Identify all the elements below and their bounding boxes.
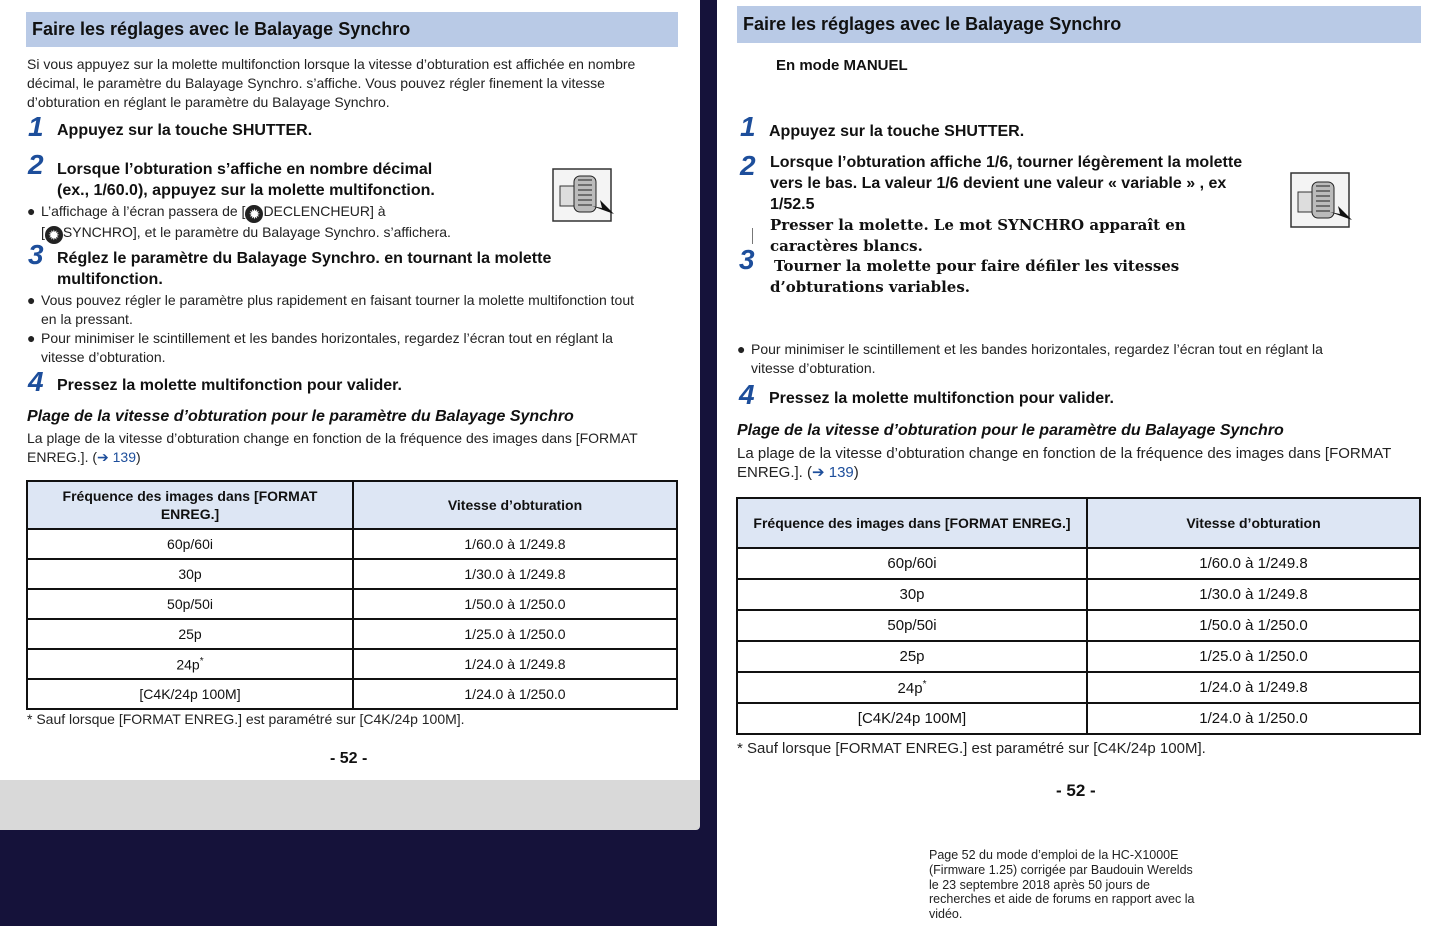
table-row [737, 579, 1420, 610]
range-line: ENREG.]. ( [27, 449, 98, 465]
table-cell: 1/24.0 à 1/249.8 [353, 649, 677, 679]
table-cell: 1/25.0 à 1/250.0 [1087, 641, 1420, 672]
page-number: - 52 - [1056, 781, 1096, 800]
bullet-text: en la pressant. [41, 311, 133, 327]
table-header-row [737, 498, 1420, 548]
step-number: 4 [739, 379, 755, 410]
section-title: Faire les réglages avec le Balayage Synchro [737, 6, 1421, 43]
bullet-text: vitesse d’obturation. [41, 349, 166, 365]
step-text [770, 256, 1290, 298]
step-text [770, 152, 1290, 215]
bullet-item: ● Vous pouvez régler le paramètre plus rapidement en faisant tourner la molette multifonction tout en la pressant. [27, 292, 634, 327]
table-row [27, 589, 677, 619]
intro-paragraph [27, 55, 687, 112]
mode-label: En mode MANUEL [776, 57, 908, 74]
page-gap [0, 780, 700, 830]
footnote: * Sauf lorsque [FORMAT ENREG.] est paramétré sur [C4K/24p 100M]. [27, 711, 465, 727]
table-cell: 60p/60i [737, 548, 1087, 579]
table-row [737, 672, 1420, 703]
step-line: d’obturations variables. [770, 278, 971, 296]
step-text: Pressez la molette multifonction pour valider. [769, 390, 1114, 407]
step-line: vers le bas. La valeur 1/6 devient une valeur « variable » , ex [770, 175, 1227, 192]
step-text: Pressez la molette multifonction pour valider. [57, 377, 402, 394]
bullet-item: ● L’affichage à l’écran passera de [ ✹ DECLENCHEUR] à [ ✹ SYNCHRO], et le paramètre du Balayage Synchro. s’affichera. [27, 203, 451, 243]
table-cell: 30p [737, 579, 1087, 610]
footnote: * Sauf lorsque [FORMAT ENREG.] est paramétré sur [C4K/24p 100M]. [737, 740, 1206, 757]
bullet-text: Pour minimiser le scintillement et les bandes horizontales, regardez l’écran tout en réglant la [41, 330, 613, 346]
column-header: Vitesse d’obturation [1087, 498, 1420, 548]
page-link[interactable]: ➔ 139 [97, 449, 136, 465]
intro-line: Si vous appuyez sur la molette multifonction lorsque la vitesse d’obturation est affichée en nombre [27, 56, 636, 72]
step-line: Presser la molette. Le mot SYNCHRO apparaît en [770, 216, 1186, 234]
shutter-speed-table [736, 497, 1421, 735]
bullet-item: ● Pour minimiser le scintillement et les bandes horizontales, regardez l’écran tout en réglant la vitesse d’obturation. [737, 341, 1323, 376]
range-line: La plage de la vitesse d’obturation change en fonction de la fréquence des images dans [FORMAT [27, 430, 638, 446]
correction-note [929, 848, 1194, 922]
shutter-speed-table [26, 480, 678, 710]
table-cell: 1/24.0 à 1/250.0 [1087, 703, 1420, 734]
step-number: 1 [28, 111, 44, 142]
table-cell: 1/30.0 à 1/249.8 [353, 559, 677, 589]
gear-icon: ✹ [245, 205, 263, 223]
table-row [27, 679, 677, 709]
step-text [57, 248, 551, 290]
intro-line: décimal, le paramètre du Balayage Synchro. s’affiche. Vous pouvez régler finement la vitesse [27, 75, 605, 91]
step-text: Appuyez sur la touche SHUTTER. [57, 122, 313, 139]
note-line: vidéo. [929, 907, 963, 922]
gear-icon: ✹ [45, 226, 63, 244]
step-text: Appuyez sur la touche SHUTTER. [769, 123, 1025, 140]
right-document-page [717, 0, 1434, 926]
step-number: 1 [740, 111, 756, 142]
table-cell: 1/25.0 à 1/250.0 [353, 619, 677, 649]
step-number: 4 [28, 366, 44, 397]
table-row [737, 703, 1420, 734]
step-number: 3 [739, 244, 755, 275]
step-number: 2 [28, 149, 44, 180]
table-cell: 50p/50i [737, 610, 1087, 641]
step-line: Lorsque l’obturation affiche 1/6, tourner légèrement la molette [770, 154, 1243, 171]
step-line: Tourner la molette pour faire défiler les vitesses [774, 257, 1180, 275]
table-cell: 1/60.0 à 1/249.8 [353, 529, 677, 559]
note-line: recherches et aide de forums en rapport avec la [929, 892, 1195, 907]
table-cell: 1/24.0 à 1/250.0 [353, 679, 677, 709]
bullet-text: Vous pouvez régler le paramètre plus rapidement en faisant tourner la molette multifonction tout [41, 292, 634, 308]
note-line: le 23 septembre 2018 après 50 jours de [929, 877, 1150, 892]
subheading: Plage de la vitesse d’obturation pour le paramètre du Balayage Synchro [737, 422, 1284, 439]
table-cell: 25p [27, 619, 353, 649]
column-header: Fréquence des images dans [FORMAT ENREG.] [737, 498, 1087, 548]
range-paragraph [27, 429, 687, 467]
table-cell: 24p* [737, 672, 1087, 703]
multifunction-dial-icon [552, 168, 616, 224]
step-text [770, 215, 1290, 257]
subheading: Plage de la vitesse d’obturation pour le paramètre du Balayage Synchro [27, 408, 574, 425]
table-cell: 1/50.0 à 1/250.0 [353, 589, 677, 619]
note-line: (Firmware 1.25) corrigée par Baudouin Werelds [929, 862, 1193, 877]
range-line: ) [136, 449, 141, 465]
table-cell: 1/30.0 à 1/249.8 [1087, 579, 1420, 610]
table-row [27, 559, 677, 589]
bullet-text: vitesse d’obturation. [751, 360, 876, 376]
table-cell: 60p/60i [27, 529, 353, 559]
table-cell: 1/60.0 à 1/249.8 [1087, 548, 1420, 579]
column-header: Fréquence des images dans [FORMAT ENREG.] [27, 481, 353, 529]
table-cell: 24p* [27, 649, 353, 679]
page-number: - 52 - [330, 750, 368, 767]
multifunction-dial-icon [1290, 172, 1354, 228]
bullet-text: [ [41, 224, 45, 240]
step-line: 1/52.5 [770, 196, 815, 213]
table-row [27, 649, 677, 679]
table-header-row [27, 481, 677, 529]
page-link[interactable]: ➔ 139 [812, 464, 854, 481]
range-paragraph [737, 444, 1427, 482]
bullet-text: Pour minimiser le scintillement et les bandes horizontales, regardez l’écran tout en réglant la [751, 341, 1323, 357]
range-line: ENREG.]. ( [737, 464, 813, 481]
margin-mark [752, 228, 753, 244]
bullet-text: L’affichage à l’écran passera de [ [41, 203, 246, 219]
step-line: multifonction. [57, 271, 163, 288]
bullet-item: ● Pour minimiser le scintillement et les bandes horizontales, regardez l’écran tout en réglant la vitesse d’obturation. [27, 330, 613, 365]
bullet-text: DECLENCHEUR] à [263, 203, 386, 219]
intro-line: d’obturation en réglant le paramètre du Balayage Synchro. [27, 94, 390, 110]
table-cell: 1/24.0 à 1/249.8 [1087, 672, 1420, 703]
bullet-text: SYNCHRO], et le paramètre du Balayage Synchro. s’affichera. [62, 224, 451, 240]
step-line: (ex., 1/60.0), appuyez sur la molette multifonction. [57, 182, 435, 199]
table-row [27, 619, 677, 649]
table-cell: 30p [27, 559, 353, 589]
table-row [737, 548, 1420, 579]
range-line: ) [853, 464, 859, 481]
step-number: 2 [740, 150, 756, 181]
table-row [737, 641, 1420, 672]
table-row [27, 529, 677, 559]
range-line: La plage de la vitesse d’obturation change en fonction de la fréquence des images dans [FORMAT [737, 445, 1392, 462]
section-title: Faire les réglages avec le Balayage Synchro [26, 12, 678, 47]
table-row [737, 610, 1420, 641]
step-line: Réglez le paramètre du Balayage Synchro. en tournant la molette [57, 250, 552, 267]
left-document-page [0, 0, 700, 780]
note-line: Page 52 du mode d’emploi de la HC-X1000E [929, 848, 1179, 862]
step-line: caractères blancs. [770, 237, 923, 255]
table-cell: [C4K/24p 100M] [737, 703, 1087, 734]
table-cell: [C4K/24p 100M] [27, 679, 353, 709]
table-cell: 1/50.0 à 1/250.0 [1087, 610, 1420, 641]
step-number: 3 [28, 239, 44, 270]
table-cell: 50p/50i [27, 589, 353, 619]
column-header: Vitesse d’obturation [353, 481, 677, 529]
table-cell: 25p [737, 641, 1087, 672]
step-text [57, 159, 435, 201]
step-line: Lorsque l’obturation s’affiche en nombre décimal [57, 161, 433, 178]
